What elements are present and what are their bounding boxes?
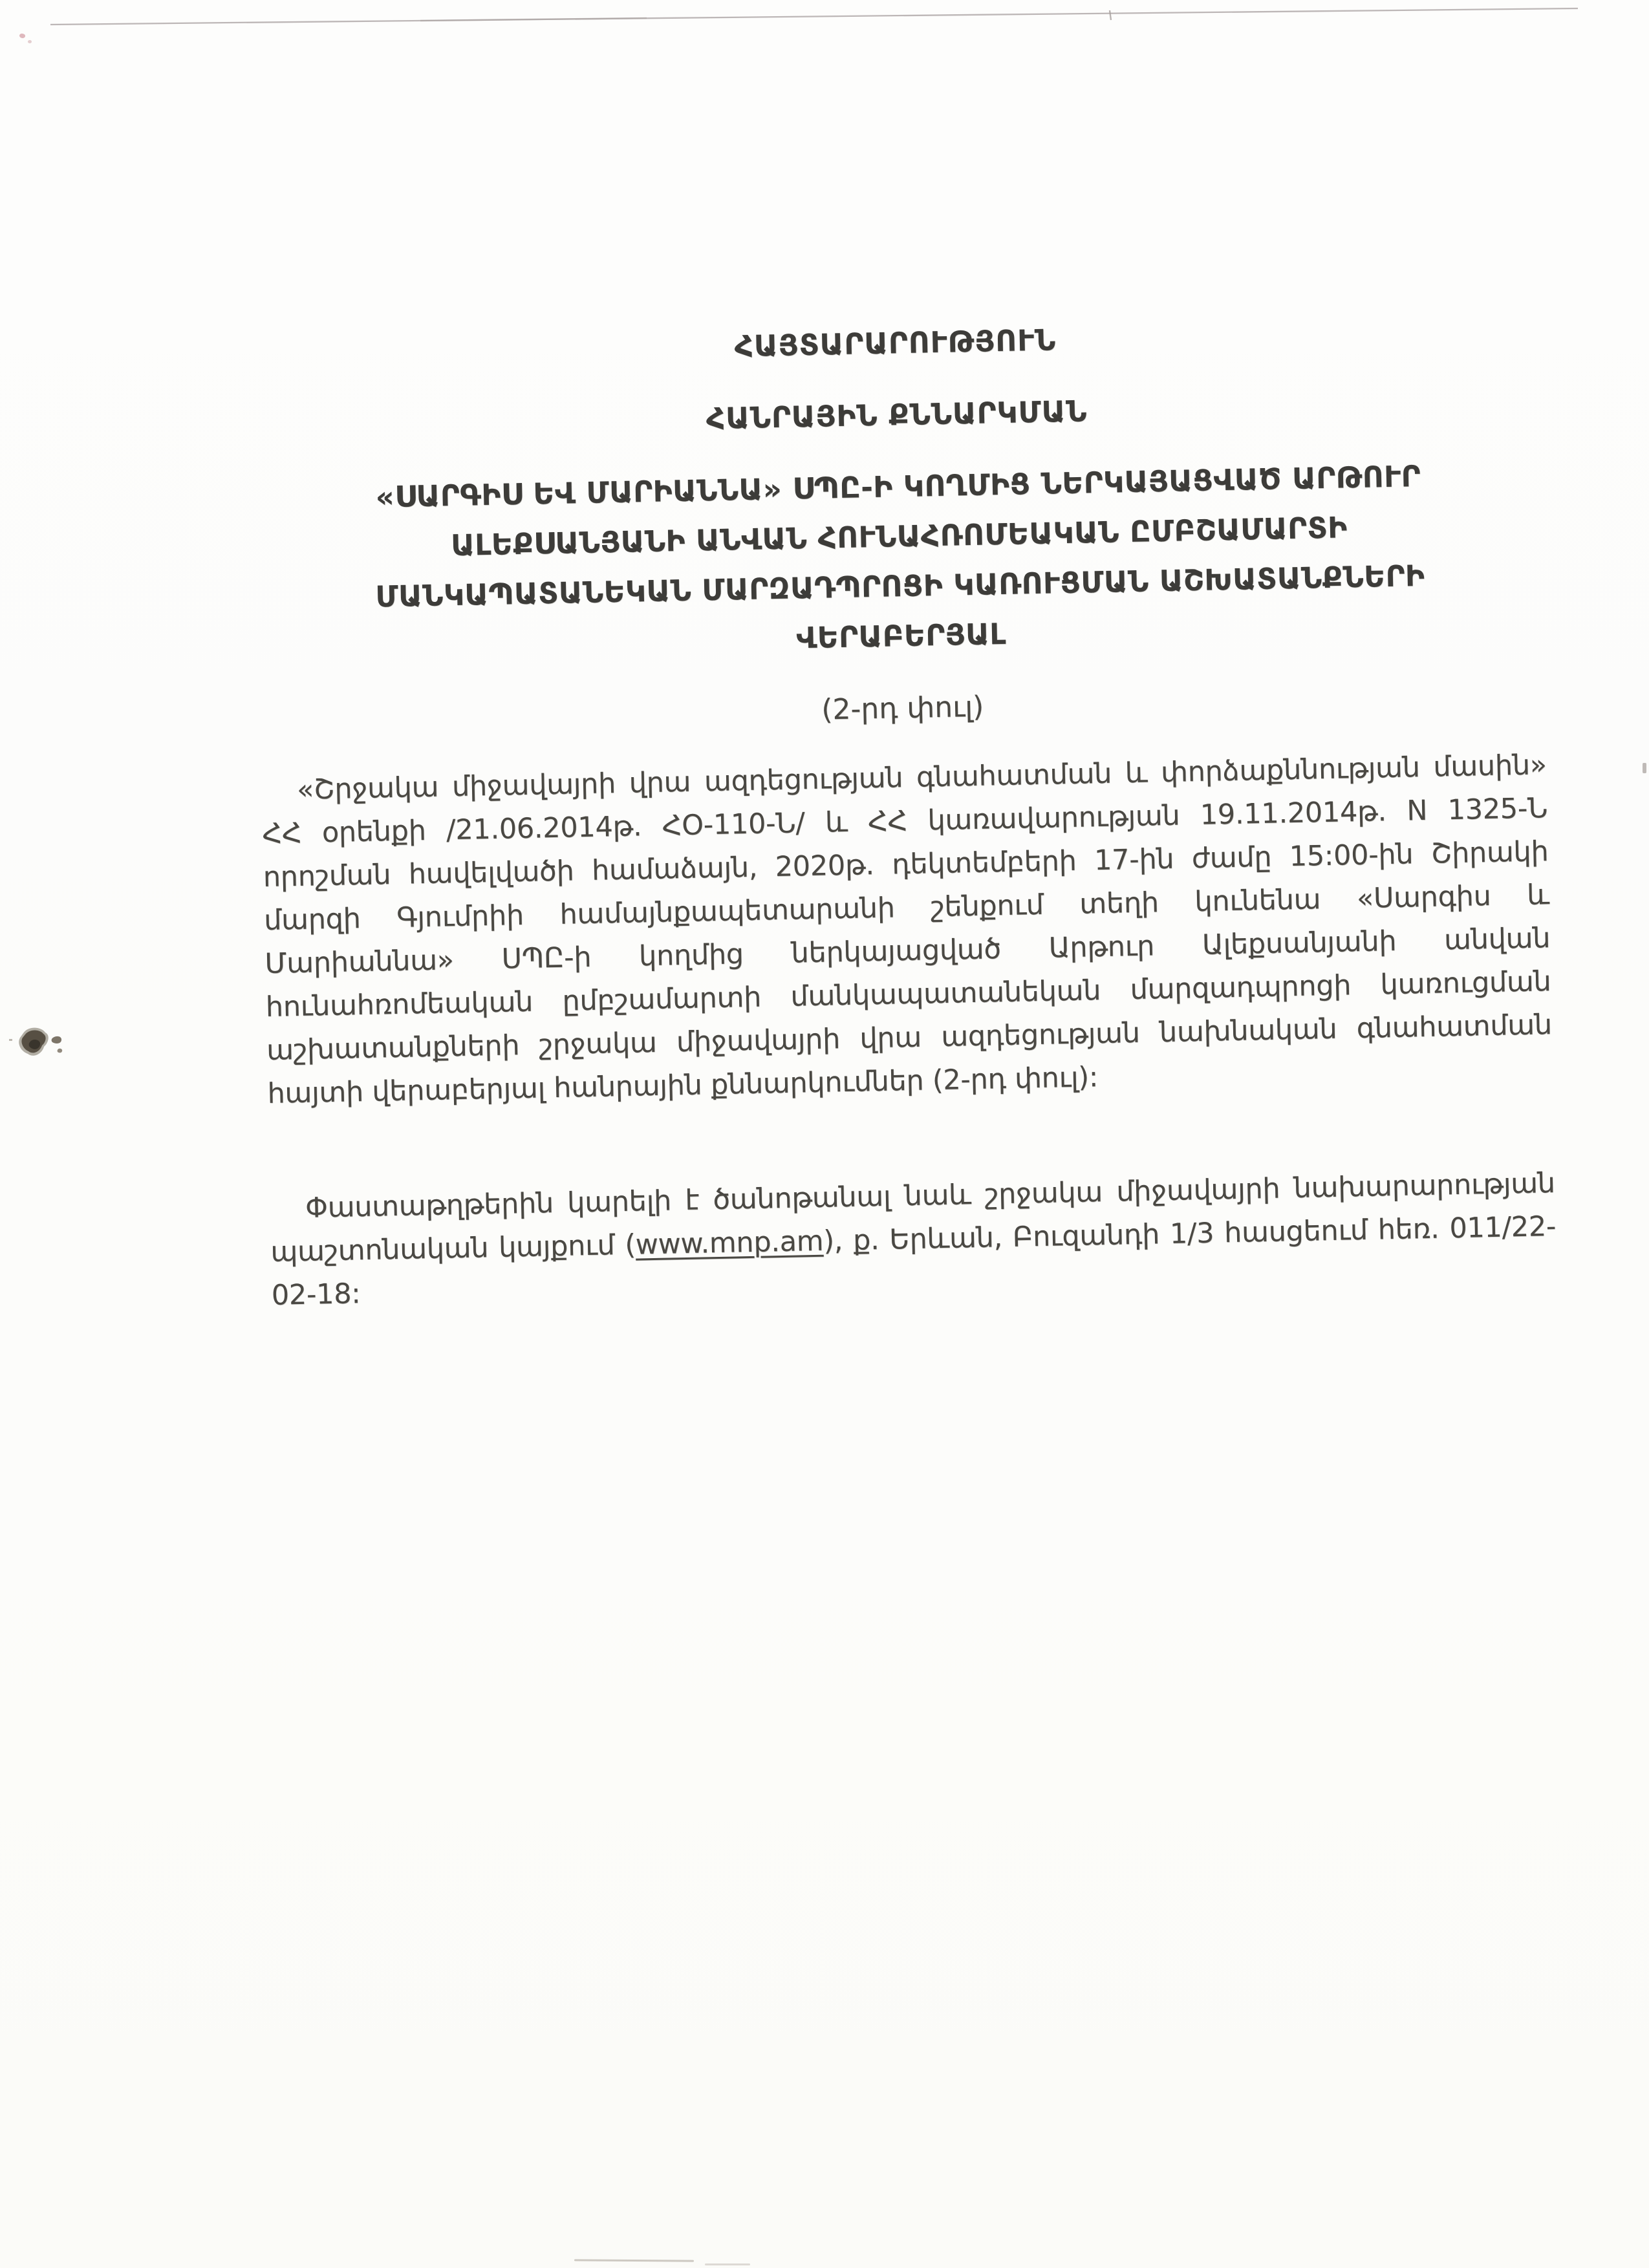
red-ink-speck [19,33,26,39]
paragraph-contact [269,1162,1557,1318]
stage-note: (2-րդ փուլ) [821,690,984,727]
text-line: Փաստաթղթերին կարելի է ծանոթանալ նաև շրջակա միջավայրի նախարարության [305,1167,1556,1225]
text-line: որոշման հավելվածի համաձայն, 2020թ. դեկտեմբերի 17-ին ժամը 15:00-ին Շիրակի [263,835,1549,894]
project-heading [255,449,1544,674]
text-line: 02-18: [271,1278,361,1312]
heading-line: ՄԱՆԿԱՊԱՏԱՆԵԿԱՆ ՄԱՐԶԱԴՊՐՈՑԻ ԿԱՌՈՒՑՄԱՆ ԱՇԽԱՏԱՆՔՆԵՐԻ [375,558,1425,614]
text-line: աշխատանքների շրջակա միջավայրի վրա ազդեցության նախնական գնահատման [266,1009,1553,1067]
text-line: մարզի Գյումրիի համայնքապետարանի շենքում տեղի կունենա «Սարգիս և [263,879,1550,937]
scan-noise-speck [1643,763,1646,773]
document-title: ՀԱՅՏԱՐԱՐՈՒԹՅՈՒՆ [734,323,1057,364]
text-segment: ), ք. Երևան, Բուզանդի 1/3 հասցեում հեռ. 011/22- [823,1210,1557,1257]
document-content [246,0,1577,2268]
text-line: հայտի վերաբերյալ հանրային քննարկումներ (2-րդ փուլ): [267,1061,1099,1110]
text-line: հունահռոմեական ըմբշամարտի մանկապատանեկան մարզադպրոցի կառուցման [265,965,1551,1023]
red-ink-speck [28,40,32,43]
document-subtitle: ՀԱՆՐԱՅԻՆ ՔՆՆԱՐԿՄԱՆ [706,394,1088,436]
heading-line: ՎԵՐԱԲԵՐՅԱԼ [795,616,1007,656]
text-line: ՀՀ օրենքի /21.06.2014թ. ՀՕ-110-Ն/ և ՀՀ կառավարության 19.11.2014թ. N 1325-Ն [261,792,1548,851]
text-line: «Շրջակա միջավայրի վրա ազդեցության գնահատման և փորձաքննության մասին» [296,749,1547,806]
text-line: Մարիաննա» ՍՊԸ-ի կողմից ներկայացված Արթուր Ալեքսանյանի անվան [264,922,1551,981]
paragraph-announcement [261,744,1553,1116]
heading-line: ԱԼԵՔՍԱՆՅԱՆԻ ԱՆՎԱՆ ՀՈՒՆԱՀՌՈՄԵԱԿԱՆ ԸՄԲՇԱՄԱՐՏԻ [450,510,1348,563]
text-segment: պաշտոնական կայքում ( [270,1228,636,1268]
heading-line: «ՍԱՐԳԻՍ ԵՎ ՄԱՐԻԱՆՆԱ» ՍՊԸ-Ի ԿՈՂՄԻՑ ՆԵՐԿԱՅԱՑՎԱԾ ԱՐԹՈՒՐ [375,458,1421,515]
website-link: www.mnp.am [635,1225,824,1261]
ink-blot-stain [8,1020,85,1072]
